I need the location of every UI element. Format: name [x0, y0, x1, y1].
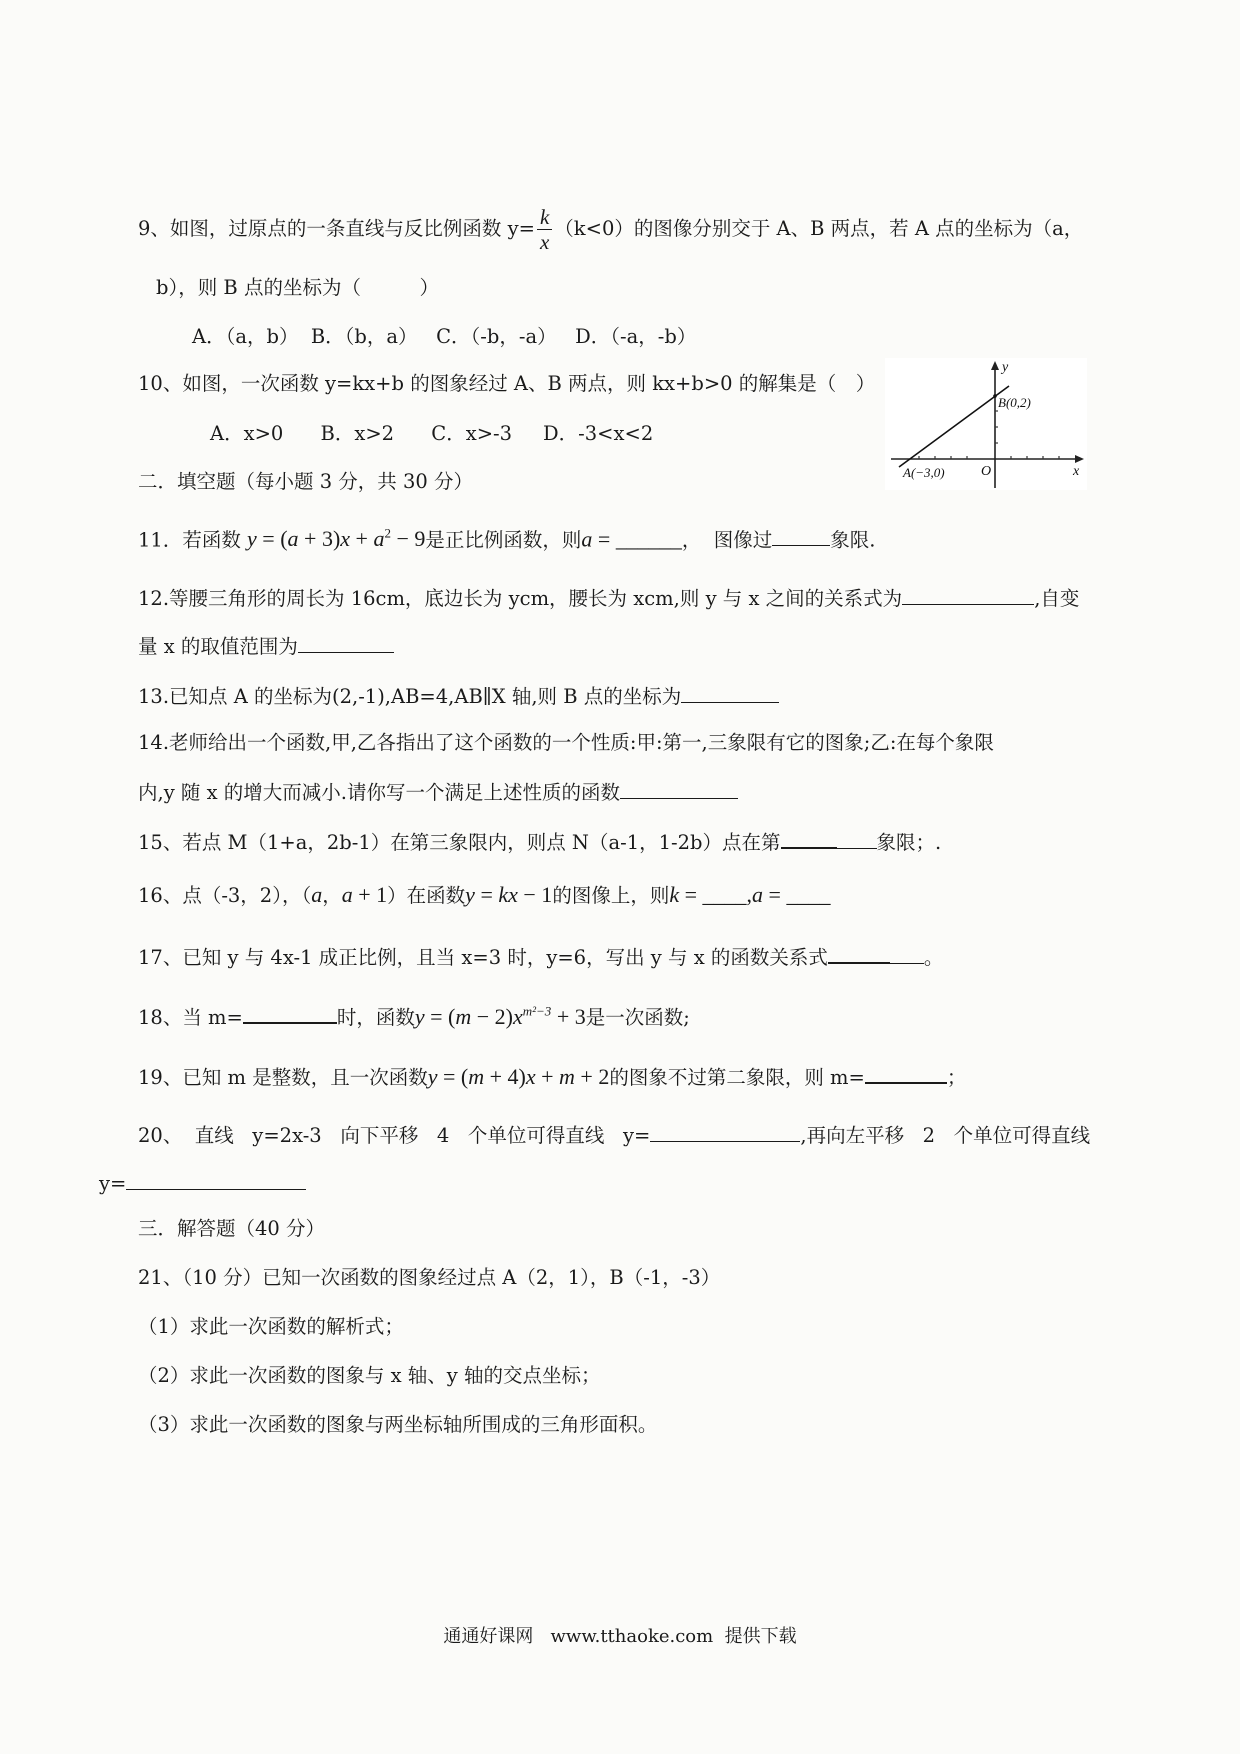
q11-expression: $y = (a + 3)x + a^2 - 9$ — [247, 526, 426, 552]
q14-line2: 内,y 随 x 的增大而减小.请你写一个满足上述性质的函数 — [138, 780, 738, 803]
q21-part3: （3）求此一次函数的图象与两坐标轴所围成的三角形面积。 — [138, 1413, 658, 1436]
q9-line2: b），则 B 点的坐标为（ ） — [156, 276, 439, 299]
q17: 17、已知 y 与 4x-1 成正比例，且当 x=3 时，y=6，写出 y 与 x 的函数关系式 。 — [138, 946, 944, 969]
graph-label-y: y — [1002, 360, 1009, 375]
graph-label-O: O — [981, 464, 992, 479]
q20-blank-1 — [650, 1123, 800, 1142]
section-2-heading: 二．填空题（每小题 3 分，共 30 分） — [138, 470, 474, 493]
q9-line1 — [138, 205, 1083, 254]
q15-blank — [781, 829, 837, 849]
q11-prefix: 11．若函数 — [138, 528, 241, 552]
q12-blank-range — [298, 634, 394, 653]
q15: 15、若点 M（1+a，2b-1）在第三象限内，则点 N（a-1，1-2b）点在第 象限；. — [138, 831, 942, 854]
q19-function: y = (m + 4)x + m + 2 — [427, 1064, 610, 1089]
q10-graph — [885, 358, 1087, 490]
q18-function: $y = (m - 2)x^{m^2-3} + 3$ — [414, 1003, 586, 1029]
q19-blank — [865, 1064, 947, 1084]
q11-post2: 象限. — [830, 528, 876, 552]
q19: 19、已知 m 是整数，且一次函数y = (m + 4)x + m + 2的图象不过第二象限，则 m= ； — [138, 1064, 967, 1089]
q12-line2: 量 x 的取值范围为 — [138, 634, 394, 657]
q21-part2: （2）求此一次函数的图象与 x 轴、y 轴的交点坐标； — [138, 1364, 601, 1387]
q11-mid: 是正比例函数，则 — [425, 528, 582, 552]
q12-blank-relation — [902, 586, 1034, 605]
q9-frac-den: x — [539, 230, 550, 255]
q11 — [138, 527, 875, 550]
q14-blank — [620, 780, 738, 799]
q18-blank — [243, 1004, 337, 1024]
q10-stem: 10、如图，一次函数 y=kx+b 的图象经过 A、B 两点，则 kx+b>0 的解集是（ ） — [138, 372, 876, 395]
q20-line2: y= — [99, 1171, 306, 1194]
q21-part1: （1）求此一次函数的解析式； — [138, 1315, 404, 1338]
graph-label-A: A(−3,0) — [903, 465, 945, 480]
graph-label-B: B(0,2) — [998, 395, 1031, 410]
q13: 13.已知点 A 的坐标为(2,-1),AB=4,AB∥X 轴,则 B 点的坐标为 — [138, 684, 779, 707]
q9-frac-num: k — [537, 205, 552, 230]
q9-text-pre: 9、如图，过原点的一条直线与反比例函数 y= — [138, 217, 535, 241]
q11-quadrant-blank — [772, 527, 830, 546]
q13-blank — [681, 684, 779, 703]
q14-line1: 14.老师给出一个函数,甲,乙各指出了这个函数的一个性质:甲:第一,三象限有它的图象;乙:在每个象限 — [138, 731, 994, 754]
q16: 16、点（-3，2），（a，a + 1）在函数y = kx − 1的图像上，则k = ____,a = ____ — [138, 882, 831, 907]
q9-options: A．（a，b） B．（b，a） C．（-b，-a） D．（-a，-b） — [192, 325, 697, 348]
q16-k-blank: k = ____,a = ____ — [669, 882, 831, 907]
q10-options: A．x>0 B．x>2 C．x>-3 D．-3<x<2 — [210, 422, 654, 445]
q9-fraction — [537, 205, 552, 254]
q18: 18、当 m= 时，函数$y = (m - 2)x^{m^2-3} + 3$是一次函数; — [138, 1003, 690, 1029]
q9-text-post: （k<0）的图像分别交于 A、B 两点，若 A 点的坐标为（a， — [554, 217, 1084, 241]
q21-stem: 21、（10 分）已知一次函数的图象经过点 A（2，1），B（-1，-3） — [138, 1266, 721, 1289]
q17-blank — [828, 944, 890, 964]
q12-line1: 12.等腰三角形的周长为 16cm，底边长为 ycm，腰长为 xcm,则 y 与 x 之间的关系式为 ,自变 — [138, 587, 1080, 610]
q11-post: ， 图像过 — [681, 528, 773, 552]
q16-function: y = kx − 1 — [465, 882, 553, 907]
footer-source: 通通好课网 www.tthaoke.com 提供下载 — [443, 1626, 797, 1647]
graph-point-B — [993, 394, 997, 398]
q20-line1: 20、 直线 y=2x-3 向下平移 4 个单位可得直线 y= ,再向左平移 2 个单位可得直线 — [138, 1124, 1091, 1147]
q20-blank-2 — [126, 1171, 306, 1190]
section-3-heading: 三．解答题（40 分） — [138, 1217, 326, 1240]
q11-a-blank: a = ______ — [581, 526, 682, 552]
graph-label-x: x — [1073, 464, 1080, 479]
